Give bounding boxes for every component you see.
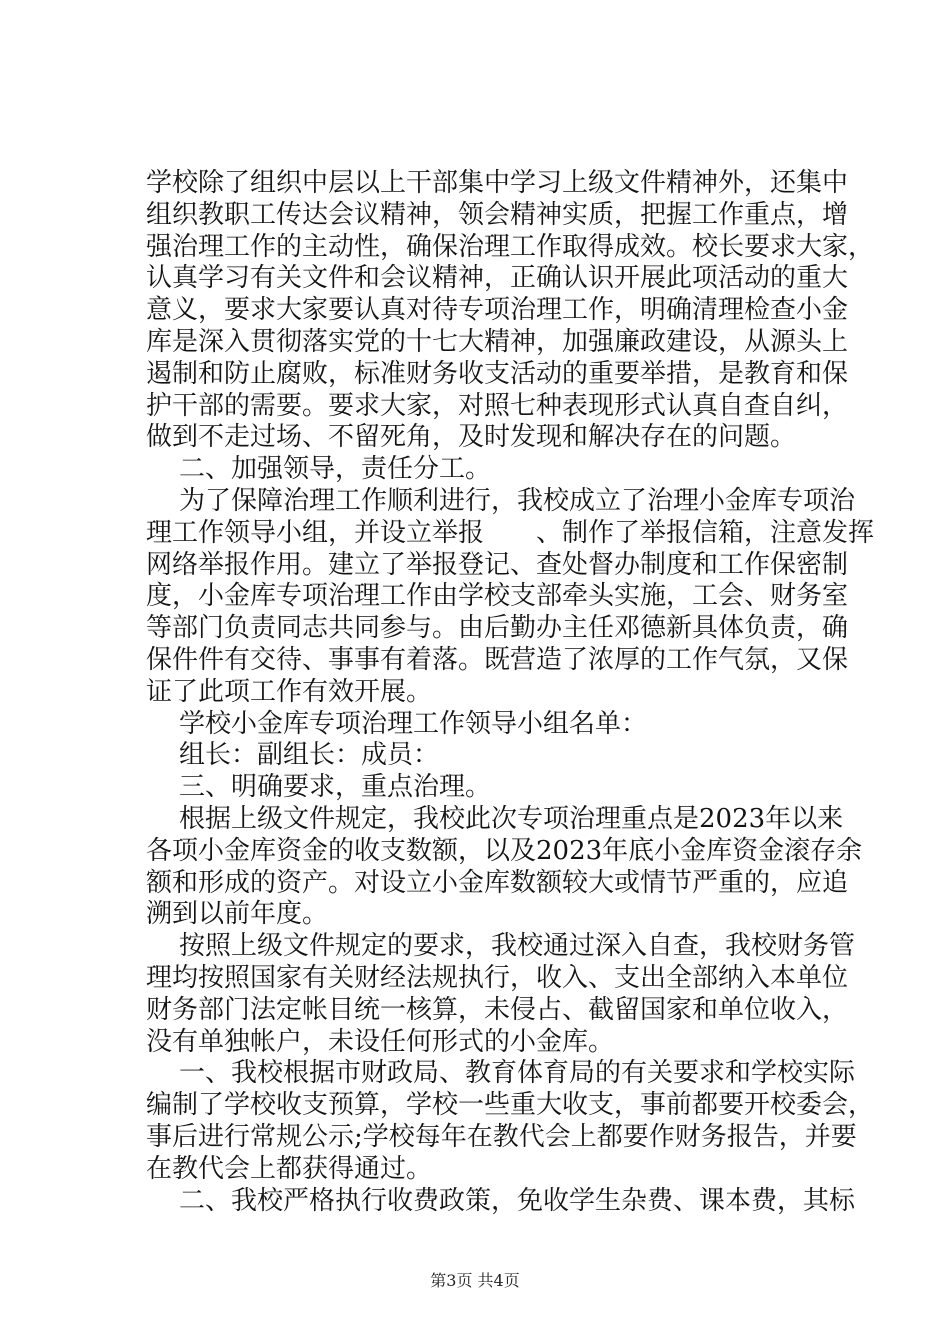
text-line: 认真学习有关文件和会议精神，正确认识开展此项活动的重大 — [146, 263, 849, 294]
text-line: 事后进行常规公示;学校每年在教代会上都要作财务报告，并要 — [146, 1121, 857, 1152]
text-line: 做到不走过场、不留死角，及时发现和解决存在的问题。 — [146, 422, 797, 453]
text-line: 二、我校严格执行收费政策，免收学生杂费、课本费，其标 — [179, 1185, 856, 1216]
text-line: 等部门负责同志共同参与。由后勤办主任邓德新具体负责，确 — [146, 613, 849, 644]
section-heading: 三、明确要求，重点治理。 — [179, 772, 492, 803]
text-line: 在教代会上都获得通过。 — [146, 1153, 433, 1184]
document-body — [146, 168, 875, 1217]
text-line: 一、我校根据市财政局、教育体育局的有关要求和学校实际 — [179, 1058, 856, 1089]
text-line: 网络举报作用。建立了举报登记、查处督办制度和工作保密制 — [146, 549, 849, 580]
text-line: 按照上级文件规定的要求，我校通过深入自查，我校财务管 — [179, 931, 856, 962]
text-line: 组长：副组长：成员： — [179, 740, 440, 771]
text-line: 为了保障治理工作顺利进行，我校成立了治理小金库专项治 — [179, 485, 856, 516]
text-line: 财务部门法定帐目统一核算，未侵占、截留国家和单位收入， — [146, 994, 849, 1025]
text-line: 保件件有交待、事事有着落。既营造了浓厚的工作气氛，又保 — [146, 644, 849, 675]
text-line: 学校除了组织中层以上干部集中学习上级文件精神外，还集中 — [146, 168, 849, 198]
text-line: 遏制和防止腐败，标准财务收支活动的重要举措，是教育和保 — [146, 358, 849, 389]
text-line: 度，小金库专项治理工作由学校支部牵头实施，工会、财务室 — [146, 581, 849, 612]
text-line: 溯到以前年度。 — [146, 899, 329, 930]
text-line: 各项小金库资金的收支数额，以及2023年底小金库资金滚存余 — [146, 835, 863, 866]
text-line: 强治理工作的主动性，确保治理工作取得成效。校长要求大家， — [146, 231, 875, 262]
section-heading: 二、加强领导，责任分工。 — [179, 454, 492, 485]
text-line: 证了此项工作有效开展。 — [146, 676, 433, 707]
text-line: 额和形成的资产。对设立小金库数额较大或情节严重的，应追 — [146, 867, 849, 898]
text-line: 学校小金库专项治理工作领导小组名单： — [179, 708, 648, 739]
text-line: 根据上级文件规定，我校此次专项治理重点是2023年以来 — [179, 803, 844, 834]
text-line: 理工作领导小组，并设立举报 、制作了举报信箱，注意发挥 — [146, 517, 875, 548]
text-line: 意义，要求大家要认真对待专项治理工作，明确清理检查小金 — [146, 295, 849, 326]
text-line: 护干部的需要。要求大家，对照七种表现形式认真自查自纠， — [146, 390, 849, 421]
text-line: 库是深入贯彻落实党的十七大精神，加强廉政建设，从源头上 — [146, 326, 849, 357]
text-line: 没有单独帐户，未设任何形式的小金库。 — [146, 1026, 615, 1057]
page-number-footer: 第3页 共4页 — [430, 1271, 520, 1290]
text-line: 组织教职工传达会议精神，领会精神实质，把握工作重点，增 — [146, 199, 849, 230]
text-line: 理均按照国家有关财经法规执行，收入、支出全部纳入本单位 — [146, 962, 849, 993]
text-line: 编制了学校收支预算，学校一些重大收支，事前都要开校委会， — [146, 1090, 875, 1121]
